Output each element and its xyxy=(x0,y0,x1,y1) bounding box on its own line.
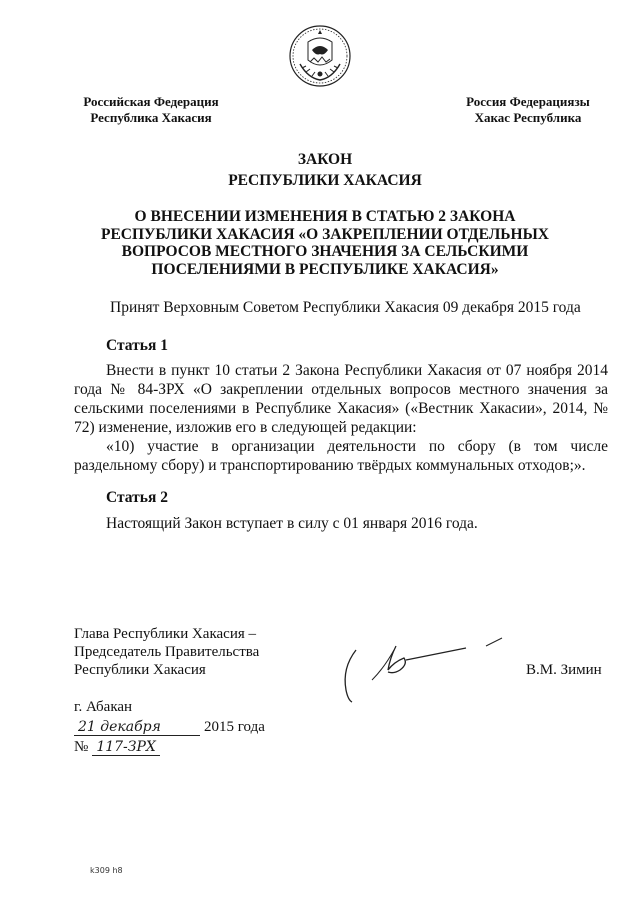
law-subject: О ВНЕСЕНИИ ИЗМЕНЕНИЯ В СТАТЬЮ 2 ЗАКОНА РЕСПУБЛИКИ ХАКАСИЯ «О ЗАКРЕПЛЕНИИ ОТДЕЛЬНЫХ ВОПРОСОВ МЕСТНОГО ЗНАЧЕНИЯ ЗА СЕЛЬСКИМИ ПОСЕЛЕНИЯМИ В РЕСПУБЛИКЕ ХАКАСИЯ» xyxy=(100,208,549,278)
adoption-note: Принят Верховным Советом Республики Хакасия 09 декабря 2015 года xyxy=(110,299,581,316)
law-title: ЗАКОН xyxy=(297,151,353,168)
law-number xyxy=(74,738,160,756)
signatory-position-line3: Республики Хакасия xyxy=(74,662,206,678)
place-of-signing: г. Абакан xyxy=(74,699,133,715)
header-left xyxy=(66,94,236,126)
header-right-line2: Хакас Республика xyxy=(474,110,582,125)
article-2-text: Настоящий Закон вступает в силу с 01 января 2016 года. xyxy=(106,515,478,532)
handwritten-date: 21 декабря xyxy=(74,719,200,736)
article-1-quote: «10) участие в организации деятельности по сбору (в том числе раздельному сбору) и транспортированию твёрдых коммунальных отходов;». xyxy=(74,438,608,474)
signatory-name: В.М. Зимин xyxy=(526,662,602,678)
signing-date xyxy=(74,718,265,736)
law-title-republic: РЕСПУБЛИКИ ХАКАСИЯ xyxy=(228,172,422,189)
signatory-position-line1: Глава Республики Хакасия – xyxy=(74,626,257,642)
signatory-position-line2: Председатель Правительства xyxy=(74,644,260,660)
article-1-text: Внести в пункт 10 статьи 2 Закона Республики Хакасия от 07 ноября 2014 года № 84-ЗРХ «О закреплении отдельных вопросов местного значения за сельскими поселениями в Республике Хакасия» («Вестник Хакасии», 2014, № 72) изменение, изложив его в следующей редакции: xyxy=(74,362,608,436)
handwritten-number: 117-ЗРХ xyxy=(92,739,160,756)
date-year: 2015 года xyxy=(204,719,265,735)
signatory-position xyxy=(74,625,259,679)
header-left-line1: Российская Федерация xyxy=(83,94,219,109)
handwritten-signature xyxy=(336,628,526,713)
article-2-heading: Статья 2 xyxy=(106,489,168,506)
header-right-line1: Россия Федерациязы xyxy=(466,94,590,109)
number-sign: № xyxy=(74,739,89,755)
header-left-line2: Республика Хакасия xyxy=(90,110,212,125)
article-1-heading: Статья 1 xyxy=(106,337,168,354)
header-right xyxy=(448,94,608,126)
document-code: k309 h8 xyxy=(90,866,123,875)
khakassia-coat-of-arms-icon xyxy=(288,24,352,88)
